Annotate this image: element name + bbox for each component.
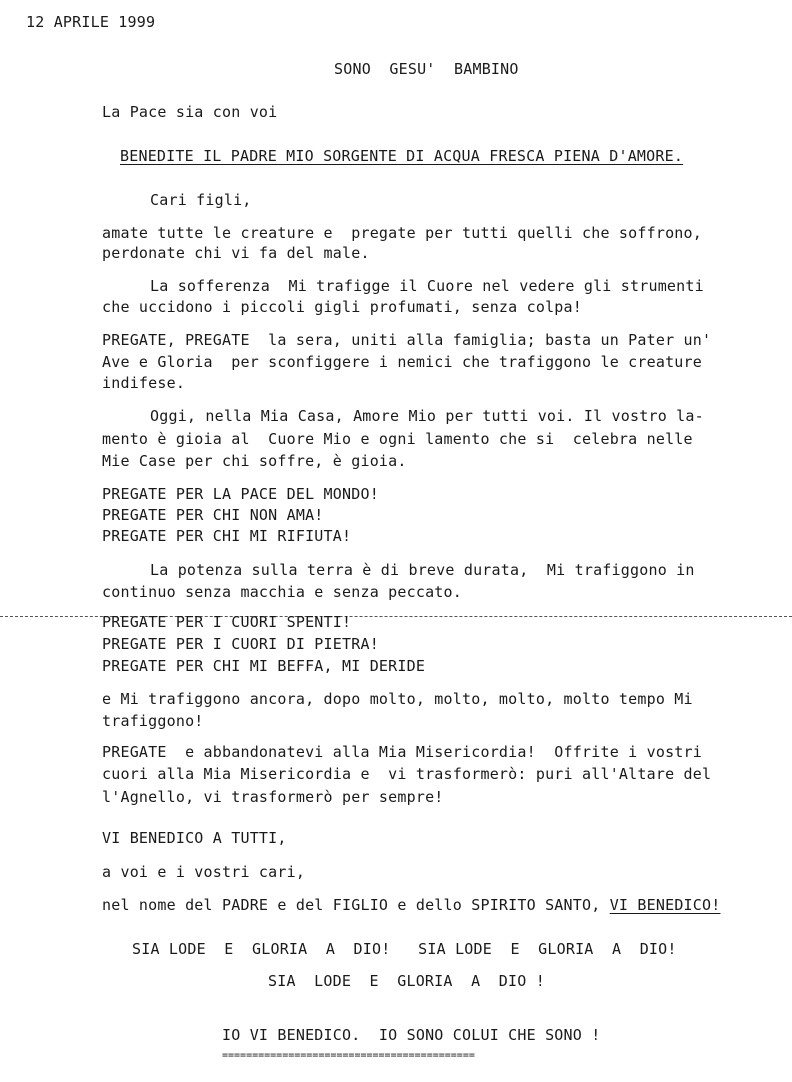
closing-line: IO VI BENEDICO. IO SONO COLUI CHE SONO ! xyxy=(222,1026,601,1044)
header: SONO GESU' BAMBINO xyxy=(334,60,519,78)
blessing-line-3-text: nel nome del PADRE e del FIGLIO e dello SPIRITO SANTO, xyxy=(102,896,610,914)
paragraph-6-line-1: e Mi trafiggono ancora, dopo molto, molto, molto, molto tempo Mi xyxy=(102,690,693,708)
paragraph-7-line-1: PREGATE e abbandonatevi alla Mia Misericordia! Offrite i vostri xyxy=(102,743,702,761)
paragraph-3-line-3: indifese. xyxy=(102,374,186,392)
paragraph-7-line-2: cuori alla Mia Misericordia e vi trasformerò: puri all'Altare del xyxy=(102,765,712,783)
salutation: Cari figli, xyxy=(150,191,252,209)
paragraph-3-line-2: Ave e Gloria per sconfiggere i nemici che trafiggono le creature xyxy=(102,353,702,371)
paragraph-1-line-2: perdonate chi vi fa del male. xyxy=(102,244,370,262)
paragraph-6-line-2: trafiggono! xyxy=(102,712,204,730)
date: 12 APRILE 1999 xyxy=(26,13,156,31)
paragraph-4-line-3: Mie Case per chi soffre, è gioia. xyxy=(102,452,407,470)
paragraph-1-line-1: amate tutte le creature e pregate per tutti quelli che soffrono, xyxy=(102,224,702,242)
prayer-2: PREGATE PER CHI NON AMA! xyxy=(102,506,324,524)
paragraph-5-line-1: La potenza sulla terra è di breve durata, Mi trafiggono in xyxy=(150,561,695,579)
closing-double-rule: ========================================== xyxy=(222,1050,475,1061)
prayer-1: PREGATE PER LA PACE DEL MONDO! xyxy=(102,485,379,503)
prayer-5: PREGATE PER I CUORI DI PIETRA! xyxy=(102,635,379,653)
prayer-6: PREGATE PER CHI MI BEFFA, MI DERIDE xyxy=(102,657,426,675)
paragraph-5-line-2: continuo senza macchia e senza peccato. xyxy=(102,583,462,601)
title: BENEDITE IL PADRE MIO SORGENTE DI ACQUA FRESCA PIENA D'AMORE. xyxy=(120,147,684,165)
paragraph-4-line-2: mento è gioia al Cuore Mio e ogni lamento che si celebra nelle xyxy=(102,430,693,448)
paragraph-7-line-3: l'Agnello, vi trasformerò per sempre! xyxy=(102,788,444,806)
blessing-line-3 xyxy=(102,895,720,915)
greeting: La Pace sia con voi xyxy=(102,103,278,121)
praise-line-2: SIA LODE E GLORIA A DIO ! xyxy=(268,972,545,990)
paragraph-2-line-2: che uccidono i piccoli gigli profumati, senza colpa! xyxy=(102,298,582,316)
prayer-3: PREGATE PER CHI MI RIFIUTA! xyxy=(102,527,352,545)
paragraph-4-line-1: Oggi, nella Mia Casa, Amore Mio per tutti voi. Il vostro la- xyxy=(150,407,704,425)
paragraph-3-line-1: PREGATE, PREGATE la sera, uniti alla famiglia; basta un Pater un' xyxy=(102,331,712,349)
prayer-4: PREGATE PER I CUORI SPENTI! xyxy=(102,613,352,631)
blessing-emphasis: VI BENEDICO! xyxy=(609,896,721,914)
praise-line-1: SIA LODE E GLORIA A DIO! SIA LODE E GLORIA A DIO! xyxy=(132,940,677,958)
blessing-line-1: VI BENEDICO A TUTTI, xyxy=(102,829,287,847)
paragraph-2-line-1: La sofferenza Mi trafigge il Cuore nel vedere gli strumenti xyxy=(150,277,704,295)
blessing-line-2: a voi e i vostri cari, xyxy=(102,863,306,881)
